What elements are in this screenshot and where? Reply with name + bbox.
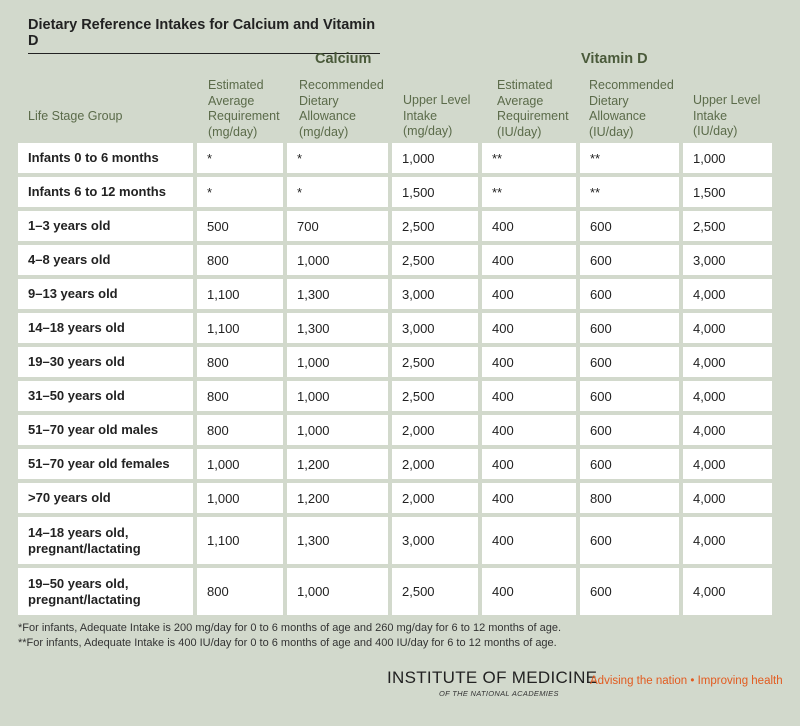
- table-cell: 800: [197, 415, 283, 445]
- table-cell: 400: [482, 313, 576, 343]
- table-cell: 400: [482, 449, 576, 479]
- row-label: Infants 0 to 6 months: [18, 143, 193, 173]
- table-cell: 1,300: [287, 279, 388, 309]
- table-cell: 1,000: [287, 381, 388, 411]
- row-label: >70 years old: [18, 483, 193, 513]
- vd-ul-header: Upper Level Intake (IU/day): [693, 93, 761, 138]
- table-cell: 2,500: [683, 211, 772, 241]
- tagline: Advising the nation • Improving health: [590, 675, 783, 687]
- table-cell: 4,000: [683, 449, 772, 479]
- table-cell: 800: [197, 381, 283, 411]
- row-label: 51–70 year old females: [18, 449, 193, 479]
- table-cell: 1,100: [197, 517, 283, 564]
- table-cell: 4,000: [683, 313, 772, 343]
- footnotes: [18, 621, 561, 651]
- table-cell: 2,500: [392, 347, 478, 377]
- table-cell: 1,200: [287, 449, 388, 479]
- table-cell: 600: [580, 415, 679, 445]
- table-cell: 800: [197, 568, 283, 615]
- table-cell: 1,500: [683, 177, 772, 207]
- table-cell: 1,000: [287, 568, 388, 615]
- table-cell: 1,300: [287, 313, 388, 343]
- table-cell: 1,100: [197, 279, 283, 309]
- table-cell: 2,000: [392, 483, 478, 513]
- table-cell: 600: [580, 347, 679, 377]
- table-cell: 4,000: [683, 347, 772, 377]
- table-cell: 1,200: [287, 483, 388, 513]
- row-label: Infants 6 to 12 months: [18, 177, 193, 207]
- row-label: 14–18 years old: [18, 313, 193, 343]
- table-cell: 1,500: [392, 177, 478, 207]
- table-cell: 3,000: [683, 245, 772, 275]
- table-cell: 1,000: [197, 449, 283, 479]
- vd-ear-header: Estimated Average Requirement (IU/day): [497, 78, 569, 139]
- row-label: 14–18 years old, pregnant/lactating: [18, 517, 193, 564]
- table-cell: 400: [482, 245, 576, 275]
- table-cell: *: [287, 177, 388, 207]
- dri-table: [18, 143, 780, 619]
- table-row: [18, 568, 780, 615]
- page-title: Dietary Reference Intakes for Calcium and Vitamin D: [28, 17, 380, 54]
- table-cell: 500: [197, 211, 283, 241]
- table-cell: 400: [482, 279, 576, 309]
- table-cell: 4,000: [683, 381, 772, 411]
- table-cell: **: [482, 177, 576, 207]
- calcium-group-heading: Calcium: [315, 51, 372, 67]
- table-cell: 600: [580, 449, 679, 479]
- table-cell: 800: [197, 245, 283, 275]
- ca-ear-header: Estimated Average Requirement (mg/day): [208, 78, 280, 139]
- table-cell: 400: [482, 483, 576, 513]
- table-cell: 4,000: [683, 279, 772, 309]
- table-row: [18, 313, 780, 343]
- table-cell: 3,000: [392, 517, 478, 564]
- table-row: [18, 449, 780, 479]
- row-label: 19–50 years old, pregnant/lactating: [18, 568, 193, 615]
- footnote-calcium: *For infants, Adequate Intake is 200 mg/day for 0 to 6 months of age and 260 mg/day for 6 to 12 months of age.: [18, 622, 562, 634]
- table-cell: 1,000: [287, 415, 388, 445]
- table-cell: 400: [482, 211, 576, 241]
- footnote-vitamin-d: **For infants, Adequate Intake is 400 IU/day for 0 to 6 months of age and 400 IU/day for 6 to 12 months of age.: [18, 637, 557, 649]
- table-cell: 400: [482, 517, 576, 564]
- table-cell: 4,000: [683, 415, 772, 445]
- table-cell: 1,000: [287, 347, 388, 377]
- table-cell: 400: [482, 381, 576, 411]
- table-row: [18, 143, 780, 173]
- row-label: 51–70 year old males: [18, 415, 193, 445]
- table-cell: 2,500: [392, 245, 478, 275]
- life-stage-header: Life Stage Group: [28, 109, 123, 123]
- table-cell: 600: [580, 245, 679, 275]
- table-cell: 700: [287, 211, 388, 241]
- ca-rda-header: Recommended Dietary Allowance (mg/day): [299, 78, 384, 139]
- table-cell: 400: [482, 415, 576, 445]
- row-label: 9–13 years old: [18, 279, 193, 309]
- table-cell: 1,000: [287, 245, 388, 275]
- table-cell: 600: [580, 568, 679, 615]
- row-label: 1–3 years old: [18, 211, 193, 241]
- table-row: [18, 245, 780, 275]
- row-label: 19–30 years old: [18, 347, 193, 377]
- table-cell: 2,500: [392, 211, 478, 241]
- table-cell: 600: [580, 517, 679, 564]
- table-cell: 600: [580, 381, 679, 411]
- row-label: 31–50 years old: [18, 381, 193, 411]
- table-cell: 600: [580, 211, 679, 241]
- table-cell: 1,000: [197, 483, 283, 513]
- vitamin-d-group-heading: Vitamin D: [581, 51, 648, 67]
- table-cell: *: [197, 177, 283, 207]
- table-row: [18, 279, 780, 309]
- table-cell: 2,000: [392, 415, 478, 445]
- table-row: [18, 517, 780, 564]
- table-cell: **: [482, 143, 576, 173]
- table-cell: 800: [580, 483, 679, 513]
- table-cell: *: [287, 143, 388, 173]
- table-cell: *: [197, 143, 283, 173]
- table-cell: 600: [580, 313, 679, 343]
- table-cell: 2,000: [392, 449, 478, 479]
- table-row: [18, 177, 780, 207]
- table-cell: **: [580, 143, 679, 173]
- logo-main-text: INSTITUTE OF MEDICINE: [387, 668, 598, 687]
- table-row: [18, 347, 780, 377]
- table-cell: 4,000: [683, 517, 772, 564]
- table-cell: 1,300: [287, 517, 388, 564]
- iom-logo: [387, 668, 597, 698]
- table-cell: 400: [482, 347, 576, 377]
- table-cell: 600: [580, 279, 679, 309]
- table-cell: 1,000: [683, 143, 772, 173]
- table-row: [18, 483, 780, 513]
- vd-rda-header: Recommended Dietary Allowance (IU/day): [589, 78, 674, 139]
- table-row: [18, 211, 780, 241]
- table-cell: 400: [482, 568, 576, 615]
- table-cell: **: [580, 177, 679, 207]
- table-cell: 800: [197, 347, 283, 377]
- table-cell: 1,100: [197, 313, 283, 343]
- table-cell: 4,000: [683, 483, 772, 513]
- table-cell: 3,000: [392, 279, 478, 309]
- row-label: 4–8 years old: [18, 245, 193, 275]
- table-row: [18, 415, 780, 445]
- table-cell: 2,500: [392, 381, 478, 411]
- table-cell: 2,500: [392, 568, 478, 615]
- table-cell: 3,000: [392, 313, 478, 343]
- table-cell: 1,000: [392, 143, 478, 173]
- logo-sub-text: OF THE NATIONAL ACADEMIES: [439, 689, 559, 698]
- ca-ul-header: Upper Level Intake (mg/day): [403, 93, 471, 138]
- table-row: [18, 381, 780, 411]
- table-cell: 4,000: [683, 568, 772, 615]
